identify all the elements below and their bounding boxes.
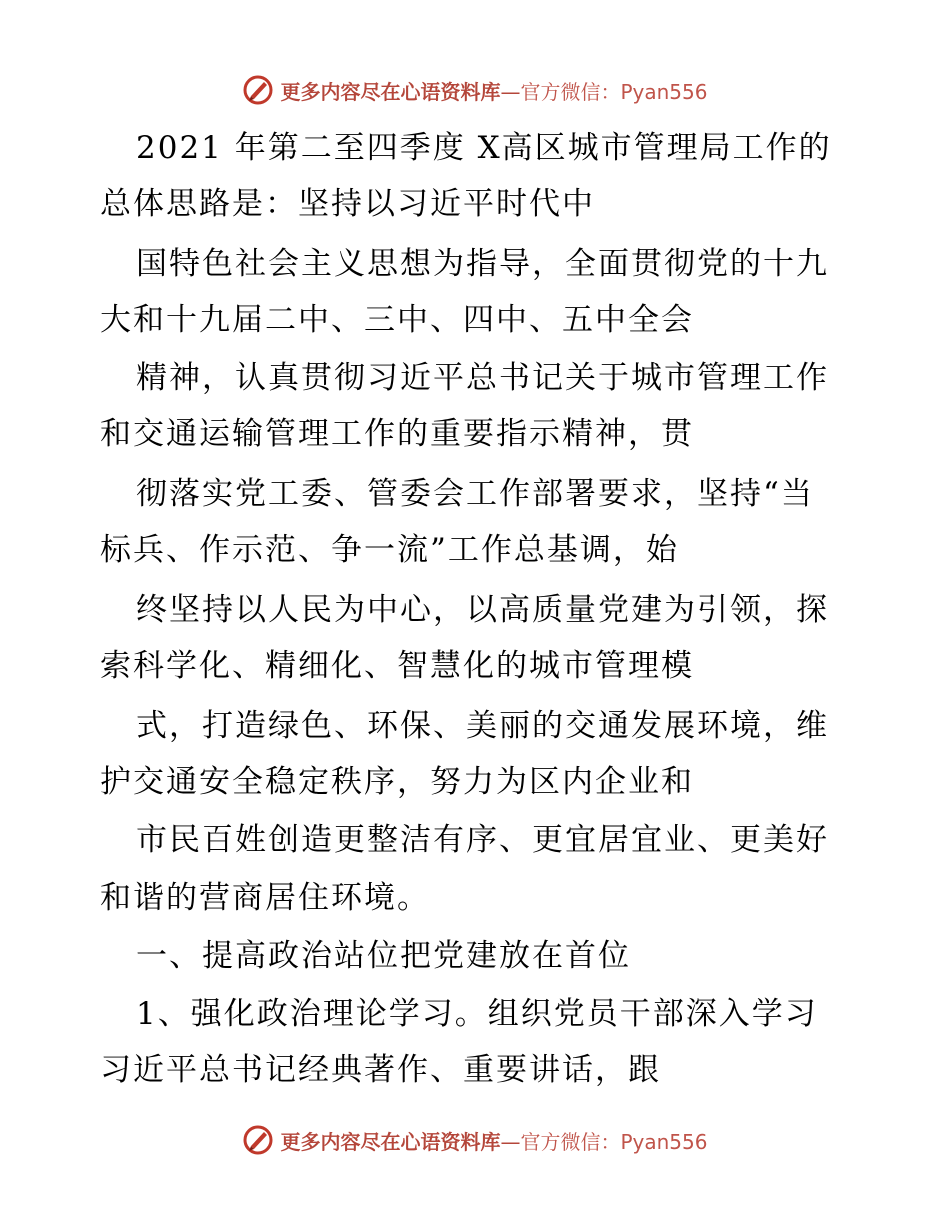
footer-banner-text: 更多内容尽在心语资料库—官方微信：Pyan556 <box>280 1129 708 1154</box>
body-line: 2021 年第二至四季度 X高区城市管理局工作的 <box>136 130 832 166</box>
pen-logo-icon <box>242 1124 274 1156</box>
body-line: 国特色社会主义思想为指导，全面贯彻党的十九 <box>136 246 829 282</box>
body-line: 市民百姓创造更整洁有序、更宜居宜业、更美好 <box>136 822 829 858</box>
body-line: 终坚持以人民为中心，以高质量党建为引领，探 <box>136 592 829 628</box>
body-line: 总体思路是：坚持以习近平时代中 <box>100 186 595 222</box>
body-line: 1、强化政治理论学习。组织党员干部深入学习 <box>136 996 818 1032</box>
footer-banner <box>0 1120 950 1160</box>
body-line: 彻落实党工委、管委会工作部署要求，坚持“当 <box>136 476 814 512</box>
body-line: 和谐的营商居住环境。 <box>100 880 430 916</box>
body-line: 式，打造绿色、环保、美丽的交通发展环境，维 <box>136 708 829 744</box>
body-line: 护交通安全稳定秩序，努力为区内企业和 <box>100 764 694 800</box>
body-line: 索科学化、精细化、智慧化的城市管理模 <box>100 648 694 684</box>
pen-logo-icon <box>242 74 274 106</box>
section-heading: 一、提高政治站位把党建放在首位 <box>136 938 631 974</box>
header-banner-text: 更多内容尽在心语资料库—官方微信：Pyan556 <box>280 79 708 104</box>
body-line: 标兵、作示范、争一流”工作总基调，始 <box>100 532 679 568</box>
body-line: 和交通运输管理工作的重要指示精神，贯 <box>100 416 694 452</box>
body-line: 精神，认真贯彻习近平总书记关于城市管理工作 <box>136 360 829 396</box>
header-banner <box>0 70 950 110</box>
body-line: 习近平总书记经典著作、重要讲话，跟 <box>100 1052 661 1088</box>
body-line: 大和十九届二中、三中、四中、五中全会 <box>100 302 694 338</box>
